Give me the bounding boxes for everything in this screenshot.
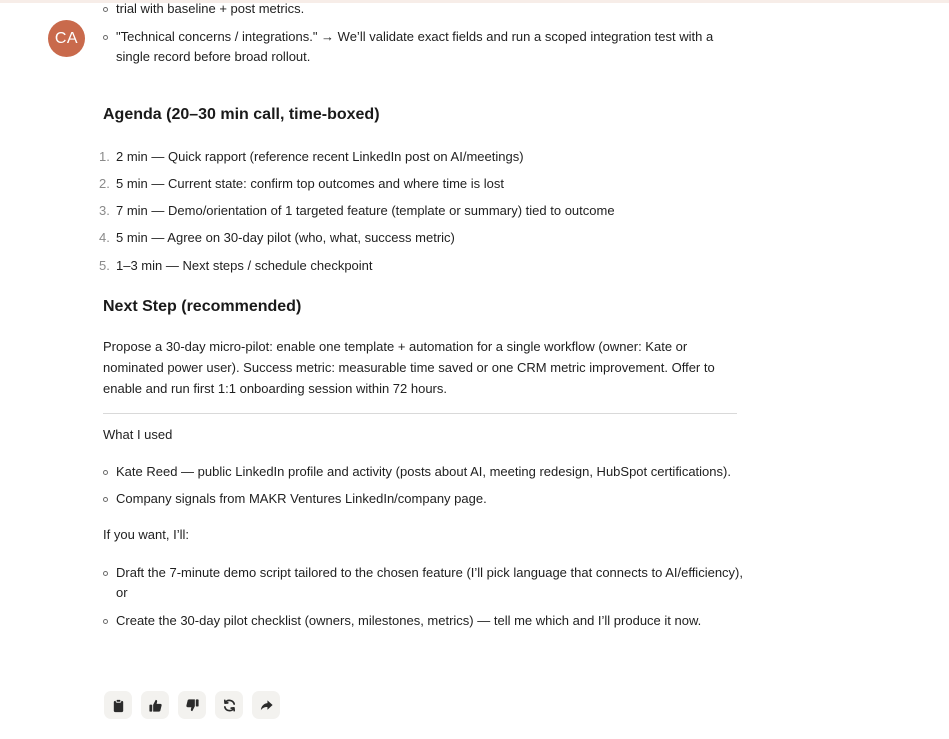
assistant-message: [99, 0, 743, 631]
thumbs-down-button[interactable]: [178, 691, 206, 719]
offer-label: If you want, I’ll:: [103, 527, 189, 543]
what-i-used-label: What I used: [103, 426, 173, 442]
agenda-item: [99, 147, 743, 167]
refresh-icon: [222, 698, 237, 713]
next-step-body: Propose a 30-day micro-pilot: enable one template + automation for a single workflow (owner: Kate or nominated power user). Success metric: measurable time saved or one CRM metric improvement. Offer to enable and run first 1:1 onboarding session within 72 hours.: [103, 338, 715, 396]
list-item: Create the 30-day pilot checklist (owners, milestones, metrics) — tell me which and I’ll produce it now.: [103, 611, 743, 632]
list-item: Draft the 7-minute demo script tailored to the chosen feature (I’ll pick language that connects to AI/efficiency), or: [103, 563, 743, 604]
agenda-item: [99, 256, 743, 276]
agenda-item-number: 3.: [99, 203, 110, 219]
share-icon: [259, 698, 274, 713]
agenda-item-number: 5.: [99, 257, 110, 273]
concerns-list: [103, 0, 743, 68]
share-button[interactable]: [252, 691, 280, 719]
agenda-item-text: 2 min — Quick rapport (reference recent LinkedIn post on AI/meetings): [116, 148, 524, 164]
avatar: CA: [48, 20, 85, 57]
divider: [103, 413, 737, 414]
thumbs-down-icon: [185, 698, 200, 713]
sources-list: [103, 462, 743, 509]
agenda-item: [99, 174, 743, 194]
message-actions: [104, 691, 280, 719]
agenda-item: [99, 201, 743, 221]
agenda-heading: Agenda (20–30 min call, time-boxed): [103, 105, 380, 123]
list-item: Company signals from MAKR Ventures LinkedIn/company page.: [103, 489, 743, 510]
agenda-item-text: 5 min — Agree on 30-day pilot (who, what, success metric): [116, 230, 455, 246]
clipboard-icon: [111, 698, 126, 713]
list-item: Kate Reed — public LinkedIn profile and activity (posts about AI, meeting redesign, HubSpot certifications).: [103, 462, 743, 483]
agenda-item: [99, 228, 743, 248]
agenda-item-text: 1–3 min — Next steps / schedule checkpoint: [116, 257, 373, 273]
agenda-item-number: 4.: [99, 230, 110, 246]
agenda-item-text: 5 min — Current state: confirm top outcomes and where time is lost: [116, 175, 504, 191]
copy-button[interactable]: [104, 691, 132, 719]
agenda-item-number: 2.: [99, 175, 110, 191]
agenda-item-number: 1.: [99, 148, 110, 164]
thumbs-up-button[interactable]: [141, 691, 169, 719]
next-step-heading: Next Step (recommended): [103, 297, 302, 315]
offer-list: [103, 563, 743, 632]
retry-button[interactable]: [215, 691, 243, 719]
list-item: "Technical concerns / integrations." → We’ll validate exact fields and run a scoped integration test with a single record before broad rollout.: [103, 27, 743, 68]
list-item: trial with baseline + post metrics.: [103, 0, 743, 20]
agenda-list: [99, 147, 743, 276]
agenda-item-text: 7 min — Demo/orientation of 1 targeted feature (template or summary) tied to outcome: [116, 203, 615, 219]
thumbs-up-icon: [148, 698, 163, 713]
